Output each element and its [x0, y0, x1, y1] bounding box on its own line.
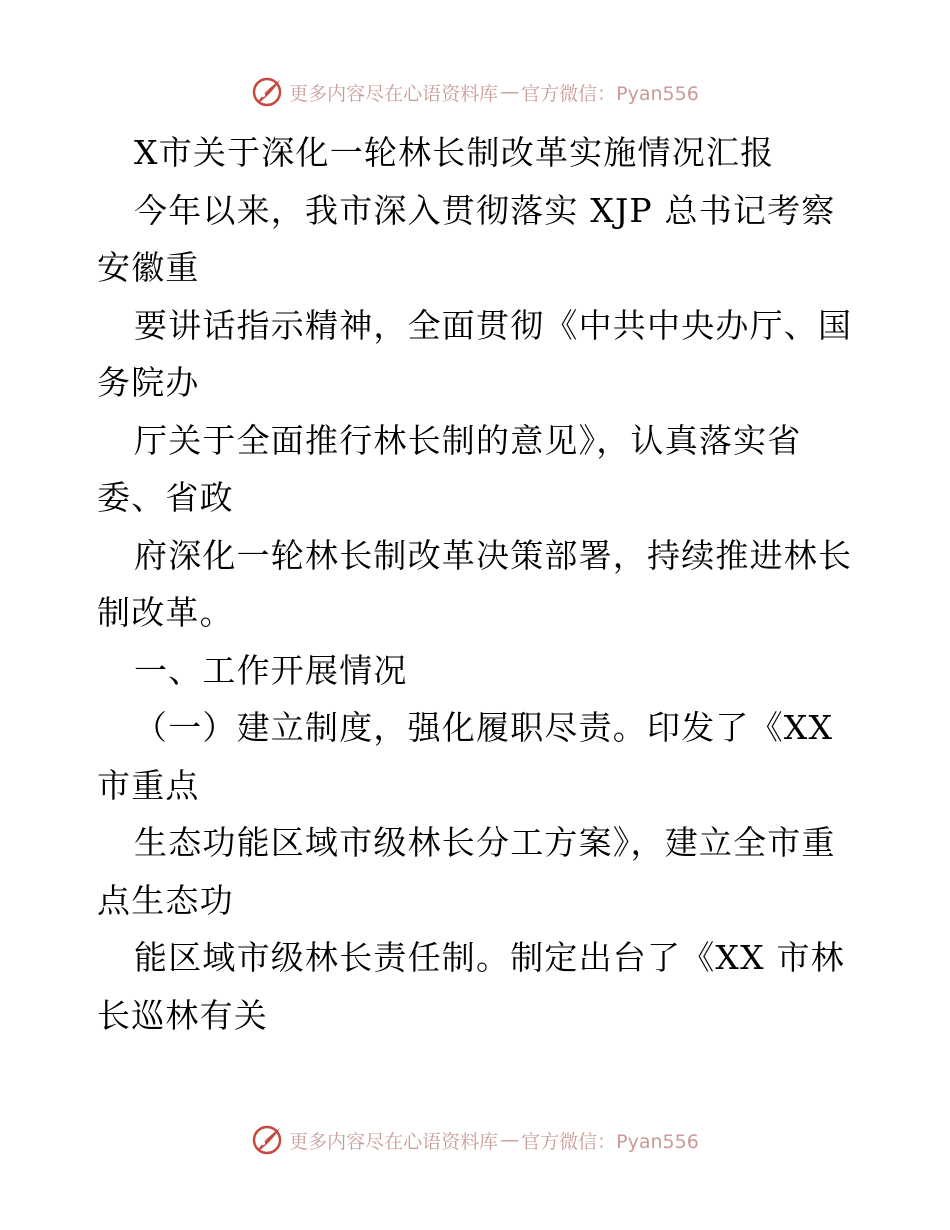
paragraph-line: 委、省政 [97, 478, 234, 517]
paragraph-line: 厅关于全面推行林长制的意见》，认真落实省 [134, 420, 802, 460]
section-heading: 一、工作开展情况 [134, 650, 408, 690]
watermark-separator: — [500, 81, 520, 103]
watermark-text: 更多内容尽在心语资料库 [289, 1130, 499, 1153]
paragraph-line: 市重点 [97, 765, 200, 805]
paragraph-line: 要讲话指示精神，全面贯彻《中共中央办厅、国 [134, 305, 853, 345]
watermark-text: 更多内容尽在心语资料库 [289, 82, 499, 105]
paragraph-line: 点生态功 [97, 880, 234, 920]
document-body [97, 124, 857, 1044]
watermark-separator: — [500, 1129, 520, 1151]
paragraph-line: 安徽重 [97, 248, 200, 287]
document-title: X市关于深化一轮林长制改革实施情况汇报 [134, 133, 775, 172]
paragraph-line: 务院办 [97, 363, 200, 402]
paragraph-line: 今年以来，我市深入贯彻落实 XJP 总书记考察 [134, 190, 836, 230]
paragraph-line: 府深化一轮林长制改革决策部署，持续推进林长 [134, 535, 853, 575]
quill-logo-icon [251, 1124, 283, 1156]
paragraph-line: 能区域市级林长责任制。制定出台了《XX 市林 [134, 938, 845, 977]
paragraph-line: 生态功能区域市级林长分工方案》，建立全市重 [134, 823, 836, 862]
paragraph-line: 长巡林有关 [97, 995, 268, 1035]
paragraph-line: 制改革。 [97, 593, 234, 632]
watermark-wechat: 官方微信：Pyan556 [521, 1130, 699, 1153]
quill-logo-icon [251, 76, 283, 108]
watermark-wechat: 官方微信：Pyan556 [521, 82, 699, 105]
watermark-header [0, 72, 950, 112]
paragraph-line: （一）建立制度，强化履职尽责。印发了《XX [134, 708, 834, 747]
watermark-footer [0, 1120, 950, 1160]
